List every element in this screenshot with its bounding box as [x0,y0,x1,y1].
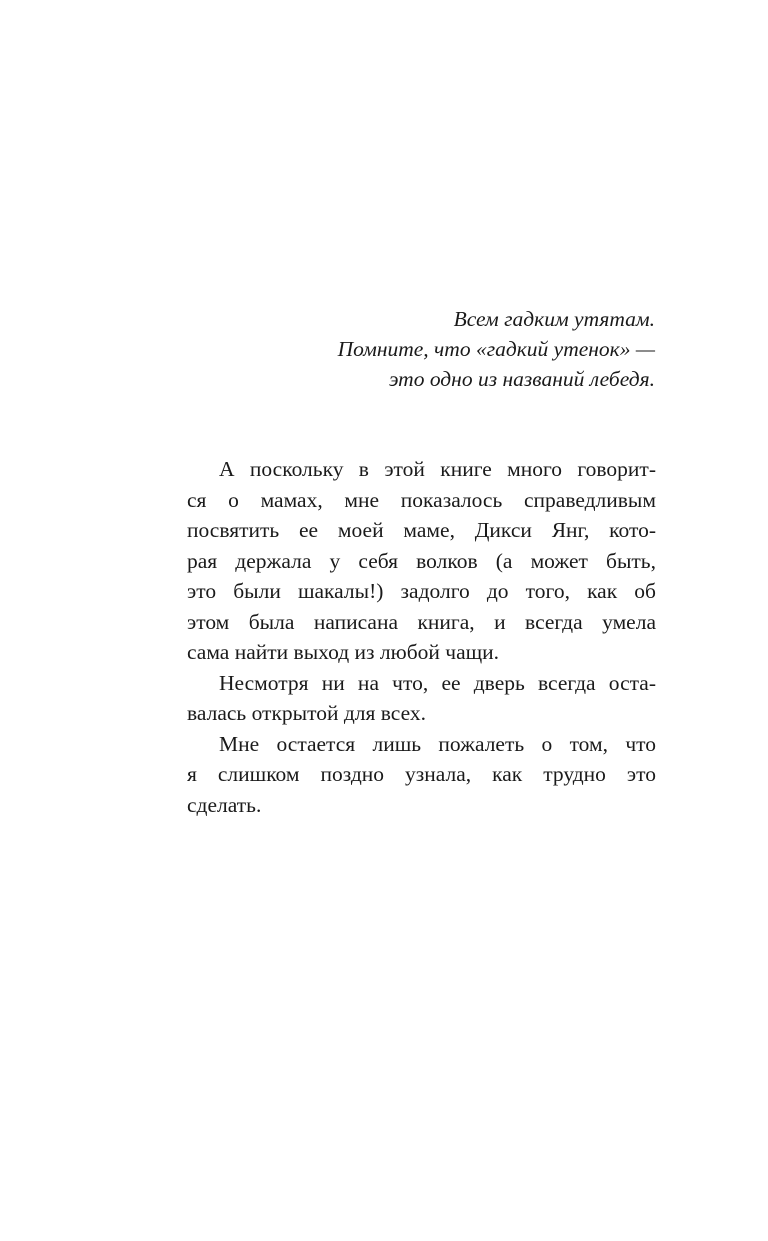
text-line: посвятить ее моей маме, Дикси Янг, кото- [187,518,656,542]
epigraph [175,304,655,394]
text-line: рая держала у себя волков (а может быть, [187,548,656,573]
text-line: это были шакалы!) задолго до того, как об [187,579,656,603]
dedication-text [187,454,656,820]
epigraph-line: Помните, что «гадкий утенок» — [337,337,655,361]
dedication-paragraph [187,729,656,821]
text-line: сделать. [187,792,262,817]
text-line: ся о мамах, мне показалось справедливым [187,487,656,512]
epigraph-line: Всем гадким утятам. [453,307,655,331]
text-line: сама найти выход из любой чащи. [187,640,500,664]
text-line: этом была написана книга, и всегда умела [187,609,656,634]
text-line: валась открытой для всех. [187,701,426,725]
epigraph-line: это одно из названий лебедя. [388,367,655,391]
text-line: Мне остается лишь пожалеть о том, что [219,731,656,756]
dedication-paragraph [187,454,656,668]
text-line: я слишком поздно узнала, как трудно это [187,762,656,786]
dedication-paragraph [187,668,656,729]
text-line: Несмотря ни на что, ее дверь всегда оста- [219,670,656,695]
text-line: А поскольку в этой книге много говорит- [219,457,656,481]
